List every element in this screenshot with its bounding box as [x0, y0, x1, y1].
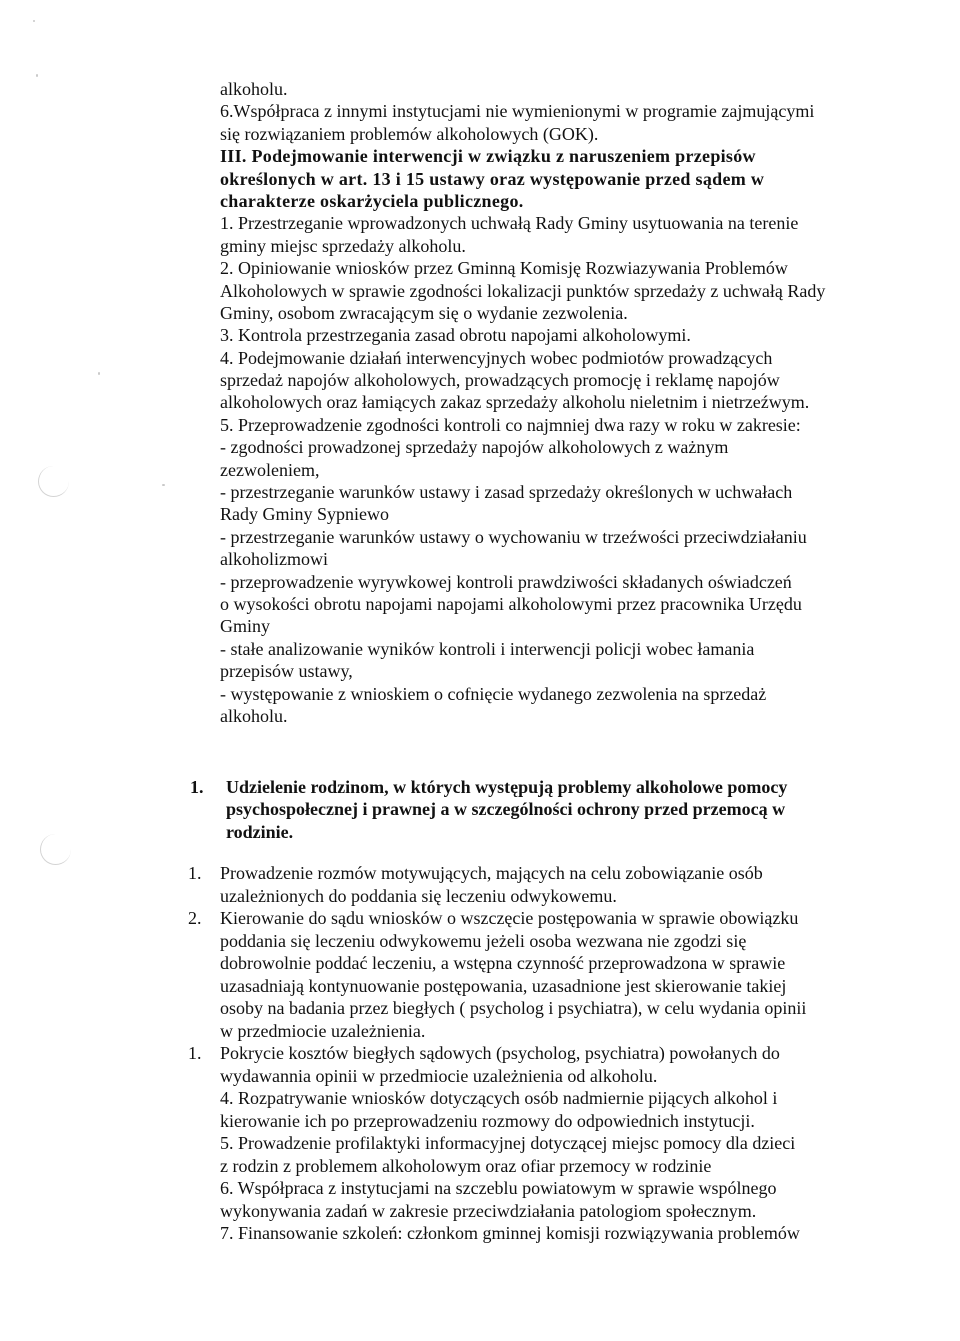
- text-line: kierowanie ich po przeprowadzeniu rozmowy do odpowiednich instytucji.: [220, 1110, 755, 1131]
- scan-speck: [36, 74, 38, 77]
- text-line: - przestrzeganie warunków ustawy i zasad sprzedaży określonych w uchwałach: [220, 482, 793, 503]
- text-line: alkoholu.: [220, 79, 288, 99]
- text-line: uzależnionych do poddania się leczeniu odwykowemu.: [220, 885, 617, 906]
- list-item-number: 1.: [188, 863, 202, 883]
- continued-section-text: [220, 78, 900, 727]
- list-item: [188, 907, 908, 1042]
- text-line: 7. Finansowanie szkoleń: członkom gminnej komisji rozwiązywania problemów: [220, 1223, 800, 1243]
- list-item-text: [220, 907, 908, 1042]
- text-line: wydawannia opinii w przedmiocie uzależnienia od alkoholu.: [220, 1065, 658, 1086]
- text-line: gminy miejsc sprzedaży alkoholu.: [220, 235, 466, 256]
- text-line: Alkoholowych w sprawie zgodności lokalizacji punktów sprzedaży z uchwałą Rady: [220, 280, 826, 301]
- text-line: - stałe analizowanie wyników kontroli i interwencji policji wobec łamania: [220, 638, 755, 659]
- punch-hole-mark: [40, 834, 71, 865]
- text-line: Pokrycie kosztów biegłych sądowych (psycholog, psychiatra) powołanych do: [220, 1043, 780, 1063]
- scan-speck: [162, 484, 165, 486]
- text-line: 6. Współpraca z instytucjami na szczeblu powiatowym w sprawie wspólnego: [220, 1178, 777, 1198]
- list-item: [188, 1042, 908, 1087]
- text-line: 4. Podejmowanie działań interwencyjnych wobec podmiotów prowadzących: [220, 347, 773, 368]
- text-line: 5. Prowadzenie profilaktyki informacyjnej dotyczącej miejsc pomocy dla dzieci: [220, 1133, 796, 1153]
- text-line: sprzedaż napojów alkoholowych, prowadzących promocję i reklamę napojów: [220, 370, 780, 391]
- section-heading-line: psychospołecznej i prawnej a w szczególności ochrony przed przemocą w: [226, 799, 786, 820]
- text-line: - przestrzeganie warunków ustawy o wychowaniu w trzeźwości przeciwdziałaniu: [220, 526, 807, 547]
- text-line: się rozwiązaniem problemów alkoholowych (GOK).: [220, 123, 599, 144]
- text-line: alkoholu.: [220, 705, 288, 726]
- text-line: 5. Przeprowadzenie zgodności kontroli co najmniej dwa razy w roku w zakresie:: [220, 414, 801, 435]
- section-heading-number: 1.: [190, 777, 204, 797]
- scan-speck: [98, 372, 100, 375]
- text-line: 3. Kontrola przestrzegania zasad obrotu napojami alkoholowymi.: [220, 325, 691, 346]
- task-list: [188, 862, 908, 1245]
- text-line: alkoholowych oraz łamiących zakaz sprzedaży alkoholu nieletnim i nietrzeźwym.: [220, 392, 810, 413]
- section-heading-line: Udzielenie rodzinom, w których występują problemy alkoholowe pomocy: [226, 777, 788, 797]
- plain-items: [220, 1087, 908, 1245]
- list-item: [188, 862, 908, 907]
- list-item-number: 2.: [188, 908, 202, 928]
- heading-line: III. Podejmowanie interwencji w związku z naruszeniem przepisów: [220, 146, 756, 167]
- text-line: z rodzin z problemem alkoholowym oraz ofiar przemocy w rodzinie: [220, 1155, 712, 1176]
- text-line: Rady Gminy Sypniewo: [220, 504, 389, 525]
- text-line: Kierowanie do sądu wniosków o wszczęcie postępowania w sprawie obowiązku: [220, 908, 799, 928]
- text-line: 4. Rozpatrywanie wniosków dotyczących osób nadmiernie pijących alkohol i: [220, 1088, 778, 1108]
- text-line: uzasadniają kontynuowanie postępowania, uzasadnione jest skierowanie takiej: [220, 975, 787, 996]
- heading-line: charakterze oskarżyciela publicznego.: [220, 190, 524, 211]
- list-item-text: [220, 1042, 908, 1087]
- text-line: przepisów ustawy,: [220, 661, 353, 682]
- text-line: - zgodności prowadzonej sprzedaży napojów alkoholowych z ważnym: [220, 437, 729, 458]
- heading-line: określonych w art. 13 i 15 ustawy oraz występowanie przed sądem w: [220, 168, 765, 189]
- text-line: 6.Współpraca z innymi instytucjami nie wymienionymi w programie zajmującymi: [220, 101, 815, 122]
- numbered-items: [188, 862, 908, 1087]
- section-heading: [190, 776, 890, 843]
- text-line: Gminy, osobom zwracającym się o wydanie zezwolenia.: [220, 302, 628, 323]
- text-line: - przeprowadzenie wyrywkowej kontroli prawdziwości składanych oświadczeń: [220, 571, 792, 592]
- text-line: Gminy: [220, 616, 271, 637]
- text-line: wykonywania zadań w zakresie przeciwdziałania patologiom społecznym.: [220, 1200, 757, 1221]
- text-line: w przedmiocie uzależnienia.: [220, 1020, 426, 1041]
- text-line: 1. Przestrzeganie wprowadzonych uchwałą Rady Gminy usytuowania na terenie: [220, 213, 799, 234]
- text-line: zezwoleniem,: [220, 459, 320, 480]
- text-line: 2. Opiniowanie wniosków przez Gminną Komisję Rozwiazywania Problemów: [220, 258, 788, 279]
- text-line: osoby na badania przez biegłych ( psycholog i psychiatra), w celu wydania opinii: [220, 998, 807, 1018]
- text-line: dobrowolnie poddać leczeniu, a wstępna czynność przeprowadzona w sprawie: [220, 953, 786, 973]
- list-item-number: 1.: [188, 1043, 202, 1063]
- text-line: - występowanie z wnioskiem o cofnięcie wydanego zezwolenia na sprzedaż: [220, 683, 767, 704]
- list-item-text: [220, 862, 908, 907]
- text-line: o wysokości obrotu napojami napojami alkoholowymi przez pracownika Urzędu: [220, 593, 802, 614]
- text-line: poddania się leczeniu odwykowemu jeżeli osoba wezwana nie zgodzi się: [220, 930, 747, 951]
- scan-speck: [33, 20, 35, 22]
- section-heading-line: rodzinie.: [226, 821, 294, 842]
- text-line: alkoholizmowi: [220, 549, 328, 570]
- punch-hole-mark: [38, 466, 69, 497]
- section-heading-text: [226, 776, 890, 843]
- text-line: Prowadzenie rozmów motywujących, mających na celu zobowiązanie osób: [220, 863, 763, 883]
